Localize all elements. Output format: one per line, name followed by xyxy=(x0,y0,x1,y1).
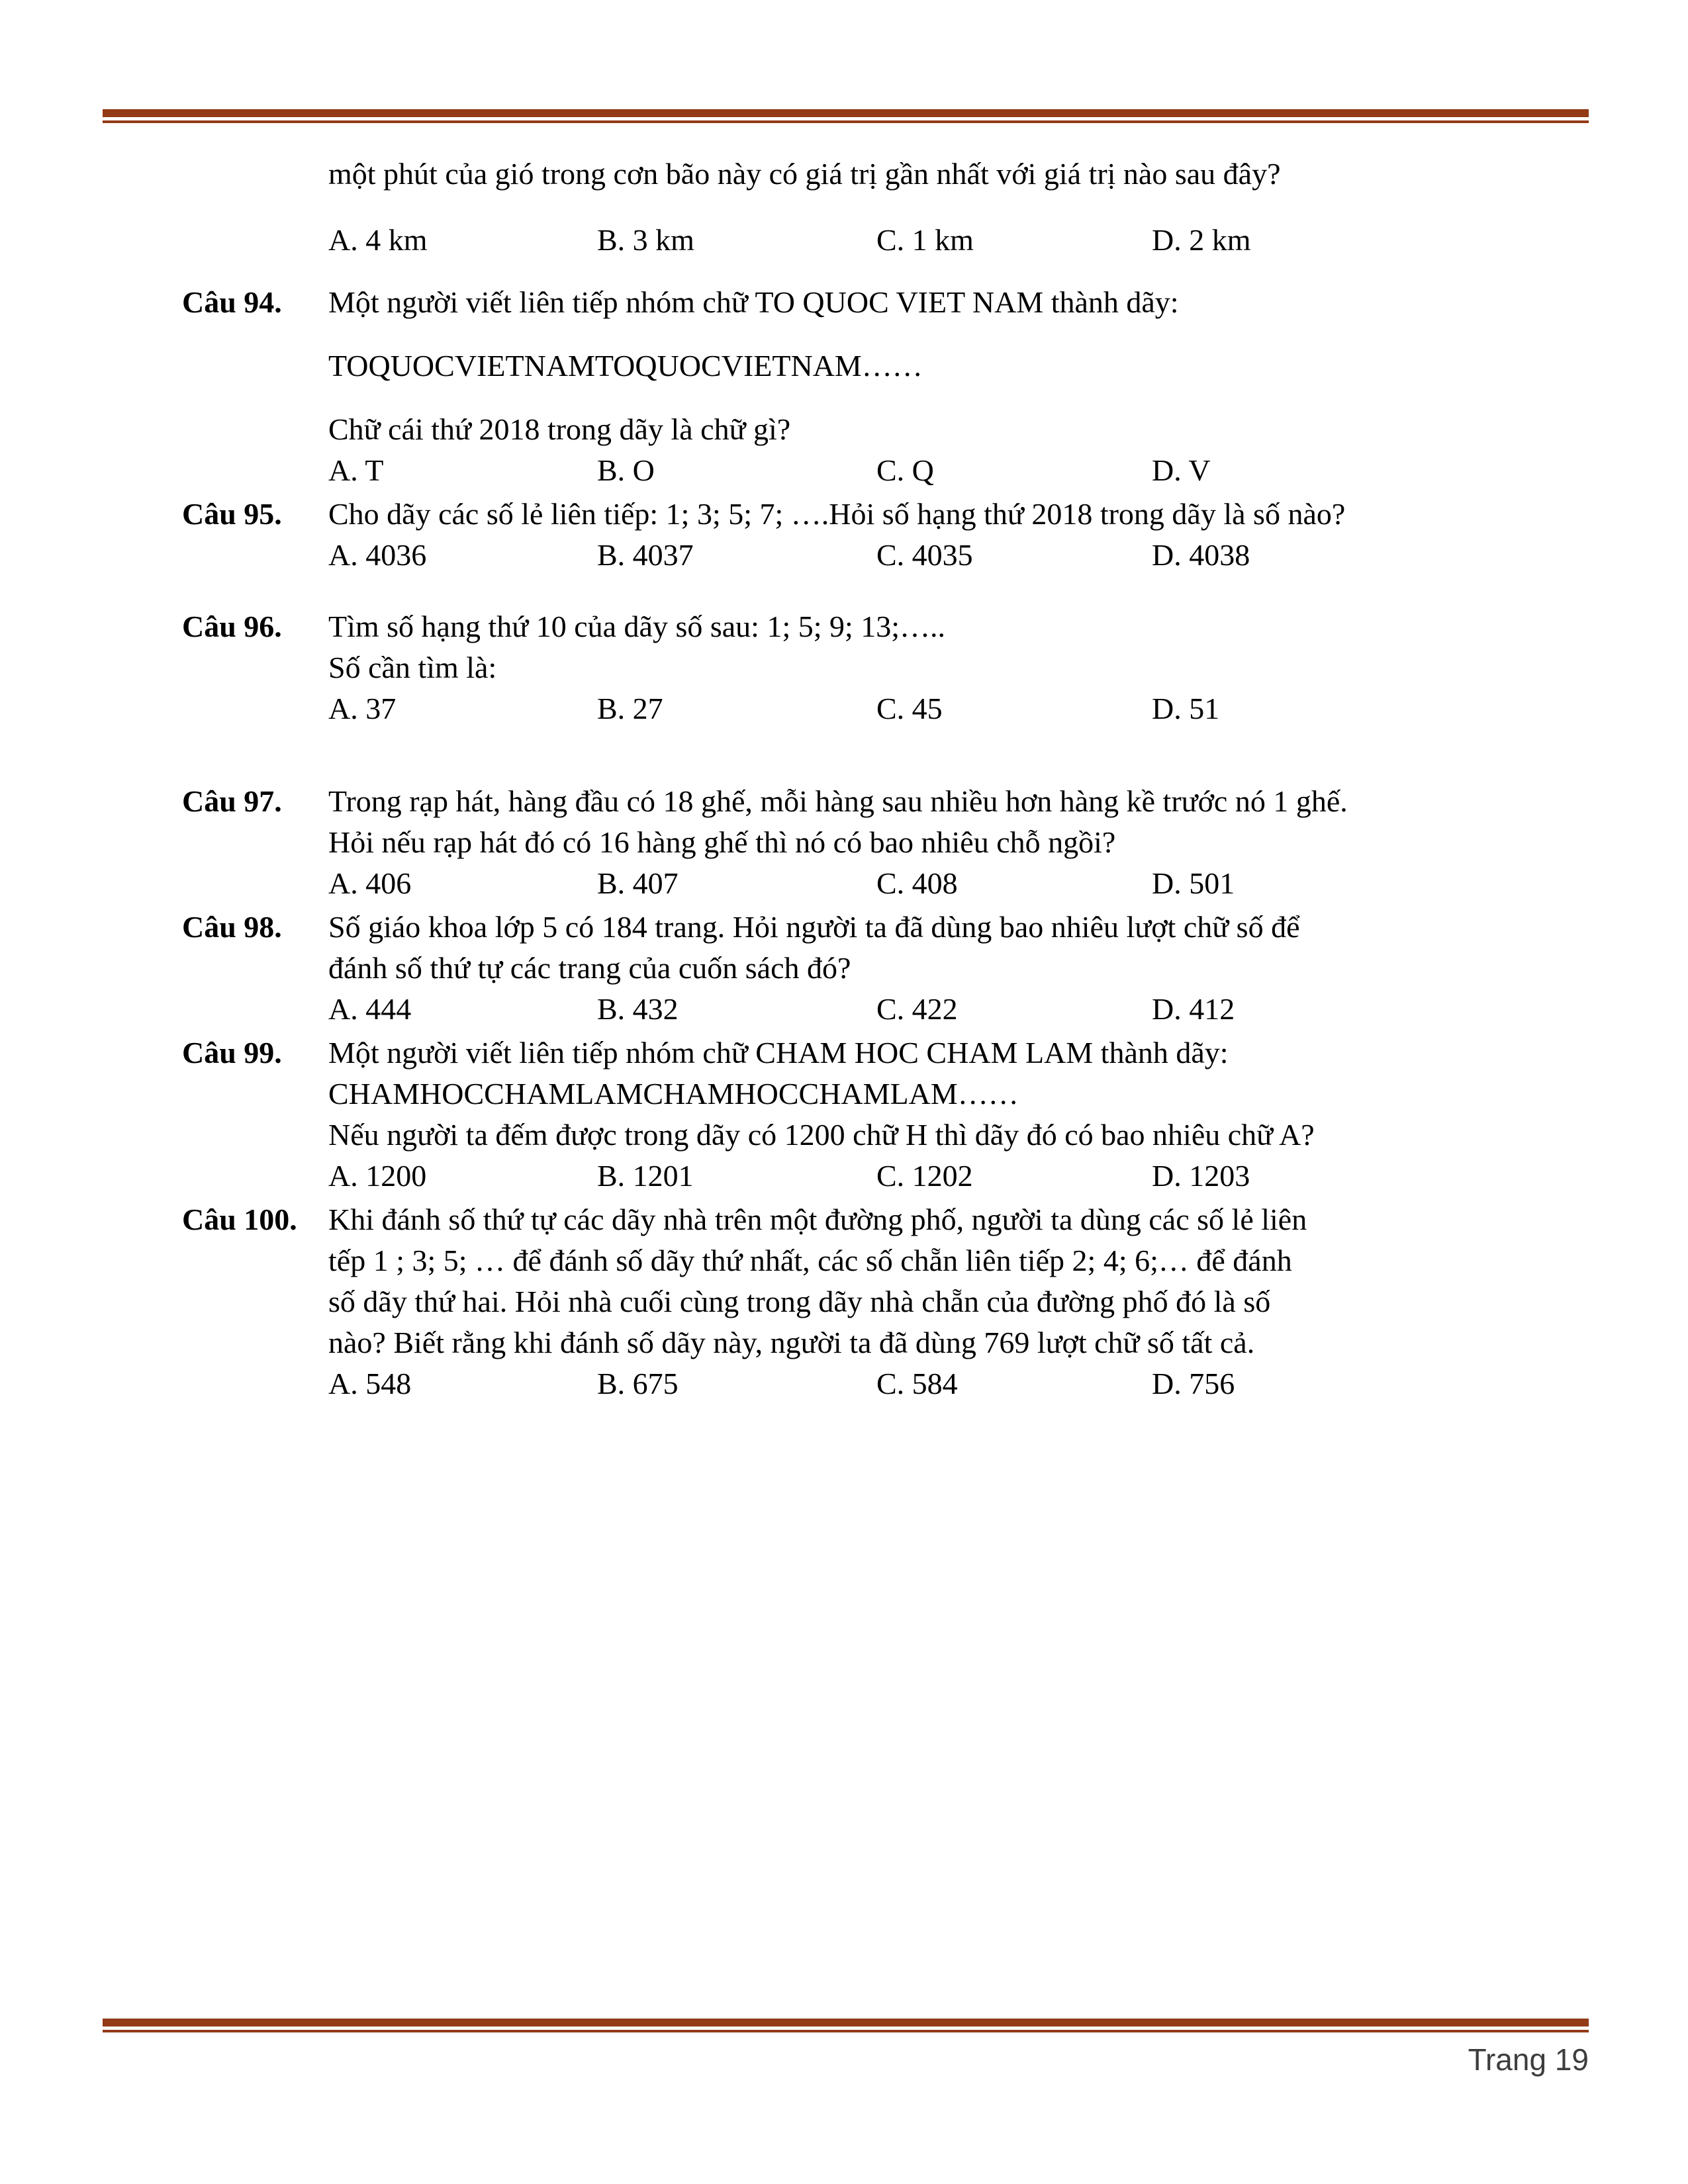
page-number: Trang 19 xyxy=(1468,2042,1589,2077)
answer-options-row xyxy=(328,1363,1546,1404)
question-body xyxy=(328,907,1546,1030)
answer-option-b: B. 27 xyxy=(597,692,663,725)
answer-option-a: A. 4 km xyxy=(328,223,428,257)
question-text-line: Khi đánh số thứ tự các dãy nhà trên một đường phố, người ta dùng các số lẻ liên xyxy=(328,1203,1307,1236)
answer-option-c: C. 4035 xyxy=(876,538,973,572)
question-text-line: CHAMHOCCHAMLAMCHAMHOCCHAMLAM…… xyxy=(328,1077,1019,1111)
answer-option-d: D. 4038 xyxy=(1152,538,1250,572)
answer-option-a: A. T xyxy=(328,453,384,487)
answer-option-b: B. 407 xyxy=(597,866,679,900)
question-block xyxy=(182,781,1546,904)
question-text-line: Hỏi nếu rạp hát đó có 16 hàng ghế thì nó có bao nhiêu chỗ ngồi? xyxy=(328,825,1116,859)
answer-option-a: A. 4036 xyxy=(328,538,427,572)
answer-option-b: B. 4037 xyxy=(597,538,694,572)
question-block xyxy=(182,282,1546,491)
answer-options-row xyxy=(328,688,1546,729)
question-label: Câu 98. xyxy=(182,910,282,944)
answer-options-row xyxy=(328,450,1546,491)
question-body xyxy=(328,1199,1546,1404)
answer-option-c: C. 408 xyxy=(876,866,958,900)
answer-option-d: D. V xyxy=(1152,453,1211,487)
answer-option-d: D. 412 xyxy=(1152,992,1235,1026)
answer-option-c: C. 1 km xyxy=(876,223,974,257)
bottom-border-rule xyxy=(103,2019,1589,2032)
question-label: Câu 96. xyxy=(182,610,282,643)
question-body xyxy=(328,282,1546,491)
answer-option-b: B. 3 km xyxy=(597,223,694,257)
question-text-line: Số giáo khoa lớp 5 có 184 trang. Hỏi người ta đã dùng bao nhiêu lượt chữ số để xyxy=(328,910,1300,944)
answer-option-a: A. 1200 xyxy=(328,1159,427,1193)
question-body xyxy=(328,606,1546,729)
question-body xyxy=(328,781,1546,904)
question-text-line: TOQUOCVIETNAMTOQUOCVIETNAM…… xyxy=(328,349,923,383)
question-body xyxy=(328,1032,1546,1197)
question-body xyxy=(328,154,1546,261)
question-block xyxy=(182,1032,1546,1197)
answer-option-d: D. 51 xyxy=(1152,692,1220,725)
answer-option-b: B. 432 xyxy=(597,992,679,1026)
answer-option-b: B. 675 xyxy=(597,1367,679,1400)
answer-option-d: D. 2 km xyxy=(1152,223,1251,257)
quiz-content xyxy=(182,154,1546,1404)
answer-option-d: D. 1203 xyxy=(1152,1159,1250,1193)
question-block xyxy=(182,606,1546,729)
question-text-line: Số cần tìm là: xyxy=(328,651,497,684)
question-text-line: tếp 1 ; 3; 5; … để đánh số dãy thứ nhất, các số chẵn liên tiếp 2; 4; 6;… để đánh xyxy=(328,1244,1292,1277)
question-text-line: nào? Biết rằng khi đánh số dãy này, người ta đã dùng 769 lượt chữ số tất cả. xyxy=(328,1326,1255,1359)
question-text-line: Cho dãy các số lẻ liên tiếp: 1; 3; 5; 7; ….Hỏi số hạng thứ 2018 trong dãy là số nào? xyxy=(328,497,1346,531)
question-text-line: đánh số thứ tự các trang của cuốn sách đó? xyxy=(328,951,851,985)
question-text-line: Trong rạp hát, hàng đầu có 18 ghế, mỗi hàng sau nhiều hơn hàng kề trước nó 1 ghế. xyxy=(328,784,1348,818)
answer-options-row xyxy=(328,989,1546,1030)
question-label: Câu 95. xyxy=(182,497,282,531)
question-continuation-block xyxy=(182,154,1546,261)
answer-option-c: C. 584 xyxy=(876,1367,958,1400)
answer-option-c: C. Q xyxy=(876,453,934,487)
question-text-line: số dãy thứ hai. Hỏi nhà cuối cùng trong dãy nhà chẵn của đường phố đó là số xyxy=(328,1285,1271,1318)
question-block xyxy=(182,907,1546,1030)
question-text-line: một phút của gió trong cơn bão này có giá trị gần nhất với giá trị nào sau đây? xyxy=(328,157,1281,191)
question-label: Câu 97. xyxy=(182,784,282,818)
answer-option-c: C. 1202 xyxy=(876,1159,973,1193)
question-text-line: Nếu người ta đếm được trong dãy có 1200 chữ H thì dãy đó có bao nhiêu chữ A? xyxy=(328,1118,1315,1152)
question-text-line: Một người viết liên tiếp nhóm chữ CHAM HOC CHAM LAM thành dãy: xyxy=(328,1036,1229,1069)
question-block xyxy=(182,494,1546,576)
answer-option-d: D. 501 xyxy=(1152,866,1235,900)
question-label: Câu 99. xyxy=(182,1036,282,1069)
question-label: Câu 94. xyxy=(182,285,282,319)
question-text-line: Chữ cái thứ 2018 trong dãy là chữ gì? xyxy=(328,412,791,446)
answer-option-a: A. 37 xyxy=(328,692,397,725)
top-border-rule xyxy=(103,109,1589,123)
answer-option-a: A. 406 xyxy=(328,866,412,900)
question-text-line: Tìm số hạng thứ 10 của dãy số sau: 1; 5; 9; 13;….. xyxy=(328,610,946,643)
answer-options-row xyxy=(328,863,1546,904)
top-border-thin-line xyxy=(103,120,1589,123)
question-body xyxy=(328,494,1546,576)
answer-option-c: C. 422 xyxy=(876,992,958,1026)
questions-container xyxy=(182,154,1546,1404)
answer-options-row xyxy=(328,1156,1546,1197)
bottom-border-thin-line xyxy=(103,2030,1589,2032)
answer-option-b: B. O xyxy=(597,453,655,487)
question-block xyxy=(182,1199,1546,1404)
answer-options-row xyxy=(328,535,1546,576)
answer-option-b: B. 1201 xyxy=(597,1159,694,1193)
bottom-border-thick-line xyxy=(103,2019,1589,2026)
answer-option-c: C. 45 xyxy=(876,692,943,725)
answer-options-row xyxy=(328,220,1546,261)
question-text-line: Một người viết liên tiếp nhóm chữ TO QUOC VIET NAM thành dãy: xyxy=(328,285,1179,319)
question-label: Câu 100. xyxy=(182,1203,297,1236)
answer-option-d: D. 756 xyxy=(1152,1367,1235,1400)
top-border-thick-line xyxy=(103,109,1589,117)
answer-option-a: A. 444 xyxy=(328,992,412,1026)
answer-option-a: A. 548 xyxy=(328,1367,412,1400)
